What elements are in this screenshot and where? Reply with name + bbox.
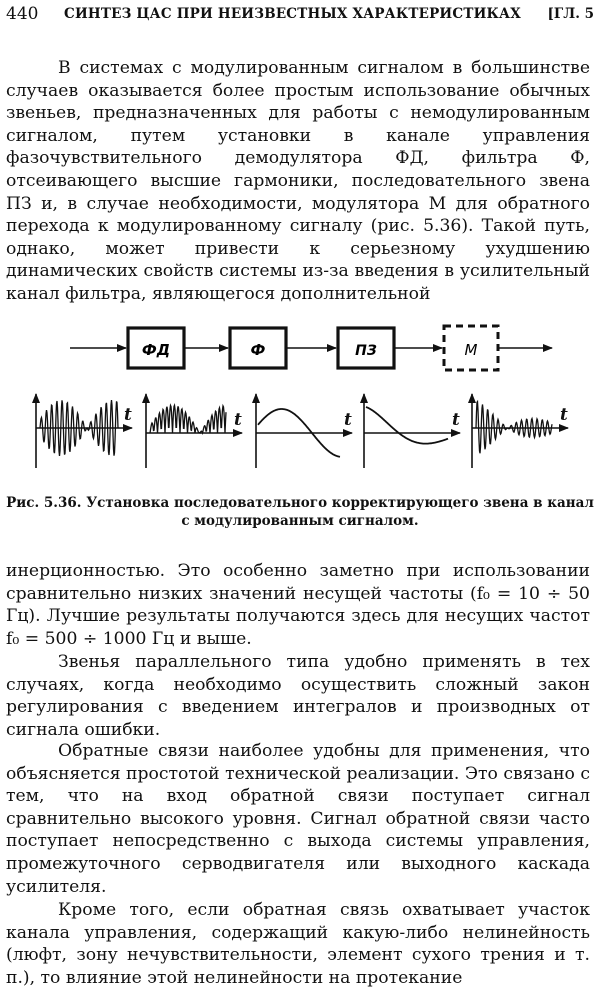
block-f-label: Ф: [250, 341, 266, 359]
time-label-1: t: [124, 405, 132, 425]
running-title: СИНТЕЗ ЦАС ПРИ НЕИЗВЕСТНЫХ ХАРАКТЕРИСТИКАХ: [64, 6, 521, 22]
paragraph-2: инерционностью. Это особенно заметно при использовании сравнительно низких значений несущей частоты (f₀ = 10 ÷ 50 Гц). Лучшие результаты получаются здесь для несущих частот f₀ = 500 ÷ 1000 Гц и выше.: [6, 561, 590, 649]
time-label-4: t: [452, 410, 460, 430]
figure-caption: [6, 494, 594, 530]
waveform-corrected: [366, 407, 448, 444]
waveform-demodulated: [150, 405, 226, 433]
chapter-label: [ГЛ. 5: [547, 6, 594, 22]
caption-text: Установка последовательного корректирующего звена в канал с модулированным сигналом.: [86, 495, 594, 529]
block-f: [230, 328, 286, 368]
caption-label: Рис. 5.36.: [6, 495, 82, 511]
paragraph-4: Обратные связи наиболее удобны для применения, что объясняется простотой технической реализации. Это связано с тем, что на вход обратной связи поступает сигнал сравнительно высокого уровня. Сигнал обратной связи часто поступает непосредственно с выхода системы управления, промежуточного серводвигателя или выходного каскада усилителя.: [6, 741, 590, 897]
page-number: 440: [6, 4, 39, 24]
paragraph-3: Звенья параллельного типа удобно применять в тех случаях, когда необходимо осуществить сложный закон регулирования с введением интегралов и производных от сигнала ошибки.: [6, 652, 590, 740]
block-m: [444, 326, 498, 370]
block-pz-label: ПЗ: [355, 343, 377, 359]
block-fd-label: ФД: [141, 341, 171, 359]
block-m-label: М: [464, 341, 478, 359]
time-label-3: t: [344, 410, 352, 430]
paragraph-5: Кроме того, если обратная связь охватывает участок канала управления, содержащий какую-либо нелинейность (люфт, зону нечувствительности, элемент сухого трения и т. п.), то влияние этой нелинейности на протекание: [6, 900, 590, 988]
figure-block-diagram: [0, 300, 600, 490]
paragraph-1: В системах с модулированным сигналом в большинстве случаев оказывается более простым использование обычных звеньев, предназначенных для работы с немодулированным сигналом, путем установки в канале управления фазочувствительного демодулятора ФД, фильтра Ф, отсеивающего высшие гармоники, последовательного звена ПЗ и, в случае необходимости, модулятора М для обратного перехода к модулированному сигналу (рис. 5.36). Такой путь, однако, может привести к серьезному ухудшению динамических свойств системы из-за введения в усилительный канал фильтра, являющегося дополнительной: [6, 58, 590, 304]
time-label-5: t: [560, 405, 568, 425]
block-diagram-svg: [0, 300, 600, 490]
block-pz: [338, 328, 394, 368]
page-header: [6, 2, 594, 28]
block-fd: [128, 328, 184, 368]
time-label-2: t: [234, 410, 242, 430]
